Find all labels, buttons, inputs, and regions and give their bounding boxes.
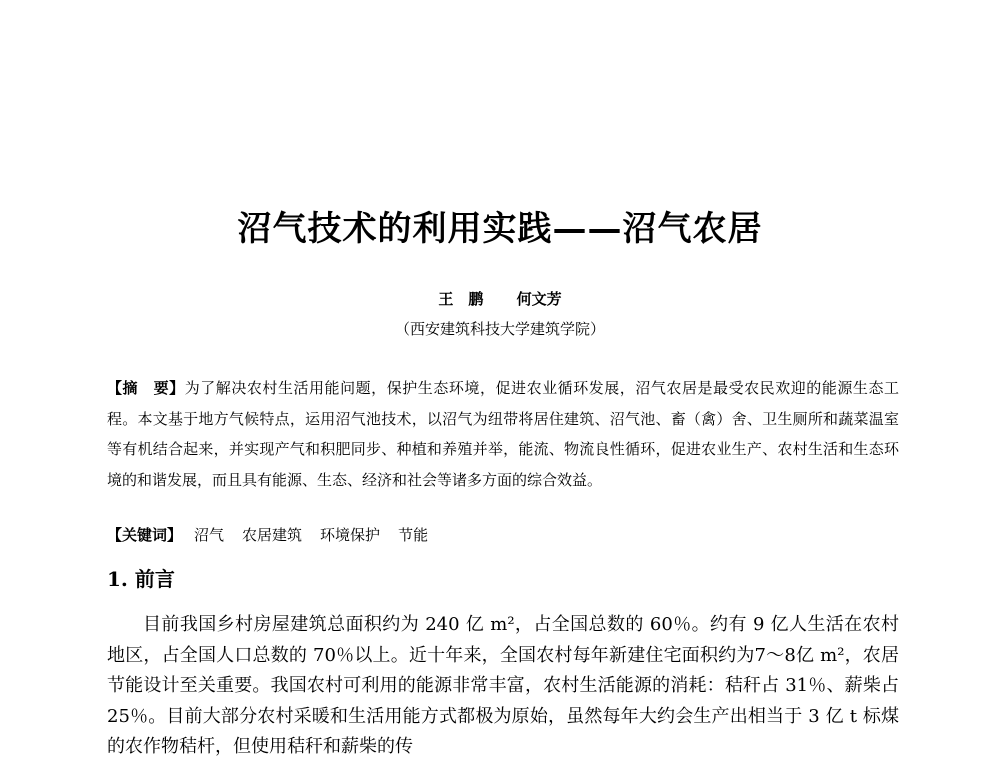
abstract	[107, 373, 899, 495]
keyword: 环境保护	[320, 526, 381, 544]
keyword: 节能	[398, 526, 429, 544]
keywords-label: 【关键词】	[107, 526, 183, 544]
keyword: 农居建筑	[242, 526, 303, 544]
keywords	[107, 520, 899, 550]
author-name: 何文芳	[516, 290, 562, 308]
abstract-label: 【摘 要】	[107, 379, 185, 397]
keyword: 沼气	[194, 526, 225, 544]
author-name: 王 鹏	[438, 290, 484, 308]
body-paragraph: 目前我国乡村房屋建筑总面积约为 240 亿 m²，占全国总数的 60％。约有 9 亿人生活在农村地区，占全国人口总数的 70％以上。近十年来，全国农村每年新建住宅面积约为7～8亿 m²，农居节能设计至关重要。我国农村可利用的能源非常丰富，农村生活能源的消耗：秸秆占 31％、薪柴占 25％。目前大部分农村采暖和生活用能方式都极为原始，虽然每年大约会生产出相当于 3 亿 t 标煤的农作物秸杆，但使用秸秆和薪柴的传	[107, 614, 899, 757]
section-heading: 1. 前言	[107, 567, 175, 591]
paper-title: 沼气技术的利用实践——沼气农居	[237, 209, 763, 249]
affiliation: （西安建筑科技大学建筑学院）	[394, 320, 605, 338]
abstract-text: 为了解决农村生活用能问题，保护生态环境，促进农业循环发展，沼气农居是最受农民欢迎的能源生态工程。本文基于地方气候特点，运用沼气池技术，以沼气为纽带将居住建筑、沼气池、畜（禽）舍、卫生厕所和蔬菜温室等有机结合起来，并实现产气和积肥同步、种植和养殖并举，能流、物流良性循环，促进农业生产、农村生活和生态环境的和谐发展，而且具有能源、生态、经济和社会等诸多方面的综合效益。	[107, 379, 899, 489]
author-list	[0, 288, 1000, 310]
